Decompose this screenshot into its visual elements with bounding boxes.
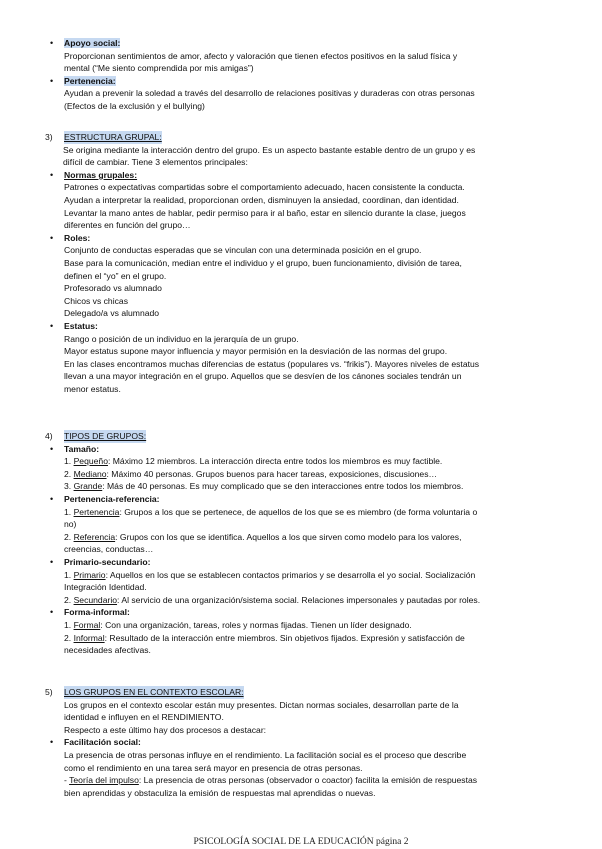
text-line: Chicos vs chicas bbox=[64, 295, 128, 306]
term-teoria-del-impulso: Teoría del impulso bbox=[69, 775, 139, 786]
bullet-icon: • bbox=[50, 493, 54, 504]
heading-roles: Roles: bbox=[64, 232, 91, 243]
section-estructura-grupal bbox=[0, 131, 602, 395]
section-tipos-de-grupos bbox=[0, 430, 602, 657]
text-line: Patrones o expectativas compartidas sobre el comportamiento adecuado, hacen consistente la conducta. bbox=[64, 182, 465, 193]
text-line: Se origina mediante la interacción dentro del grupo. Es un aspecto bastante estable dentro de un grupo y es bbox=[63, 144, 476, 155]
page-footer: PSICOLOGÍA SOCIAL DE LA EDUCACIÓN página 2 bbox=[193, 837, 409, 847]
text-line: necesidades afectivas. bbox=[64, 645, 151, 656]
text-line: no) bbox=[64, 519, 77, 530]
text-line: diferentes en función del grupo… bbox=[64, 220, 191, 231]
text-line: mental (“Me siento comprendida por mis amigas”) bbox=[64, 63, 254, 74]
term-grande: Grande bbox=[73, 481, 103, 492]
heading-tamano: Tamaño: bbox=[64, 443, 100, 454]
bullet-icon: • bbox=[50, 737, 54, 748]
heading-normas-grupales: Normas grupales: bbox=[64, 169, 138, 180]
text-line: Mayor estatus supone mayor influencia y mayor permisión en la desviación de las normas del grupo. bbox=[64, 346, 448, 357]
bullet-icon: • bbox=[50, 443, 54, 454]
text-line: llevan a una mayor integración en el grupo. Aquellos que se desvíen de los cánones sociales tendrán un bbox=[64, 371, 462, 382]
section-title: TIPOS DE GRUPOS: bbox=[64, 431, 147, 441]
bullet-icon: • bbox=[50, 75, 54, 86]
term-primario: Primario bbox=[73, 569, 106, 580]
section-grupos-contexto-escolar bbox=[0, 686, 602, 799]
bullet-icon: • bbox=[50, 38, 54, 48]
text-line: Levantar la mano antes de hablar, pedir permiso para ir al baño, estar en silencio durante la clase, juegos bbox=[64, 207, 466, 218]
text-line: Los grupos en el contexto escolar están muy presentes. Dictan normas sociales, desarrollan parte de la bbox=[64, 699, 459, 710]
text-line: Ayudan a prevenir la soledad a través del desarrollo de relaciones positivas y duraderas con otras personas bbox=[64, 88, 475, 99]
heading-estatus: Estatus: bbox=[64, 320, 98, 331]
term-informal: Informal bbox=[73, 632, 105, 643]
heading-apoyo-social: Apoyo social: bbox=[64, 38, 121, 48]
heading-forma-informal: Forma-informal: bbox=[64, 607, 130, 618]
text-line: creencias, conductas… bbox=[64, 544, 154, 555]
term-formal: Formal bbox=[73, 619, 101, 630]
list-item: 3. Grande: Más de 40 personas. Es muy complicado que se den interacciones entre todos los miembros. bbox=[64, 481, 464, 492]
heading-facilitacion-social: Facilitación social: bbox=[64, 737, 141, 748]
list-item: 2. Referencia: Grupos con los que se identifica. Aquellos a los que sirven como modelo para los valores, bbox=[64, 531, 462, 542]
text-line: Delegado/a vs alumnado bbox=[64, 308, 160, 319]
text-line: Base para la comunicación, median entre el individuo y el grupo, buen funcionamiento, división de tarea, bbox=[64, 257, 462, 268]
term-referencia: Referencia bbox=[73, 531, 116, 542]
text-line: Ayudan a interpretar la realidad, proporcionan orden, disminuyen la ansiedad, coordinan, dan identidad. bbox=[64, 194, 459, 205]
heading-primario-secundario: Primario-secundario: bbox=[64, 556, 151, 567]
list-item: 1. Pequeño: Máximo 12 miembros. La interacción directa entre todos los miembros es muy factible. bbox=[64, 456, 443, 467]
heading-pertenencia-referencia: Pertenencia-referencia: bbox=[64, 493, 160, 504]
block-apoyo-pertenencia bbox=[0, 37, 602, 113]
list-item: 2. Mediano: Máximo 40 personas. Grupos buenos para hacer tareas, exposiciones, discusiones… bbox=[64, 468, 438, 479]
text-line: bien aprendidas y obstaculiza la emisión de respuestas mal aprendidas o nuevas. bbox=[64, 787, 376, 798]
term-secundario: Secundario bbox=[73, 594, 118, 605]
text-line: difícil de cambiar. Tiene 3 elementos principales: bbox=[63, 157, 248, 168]
list-item: 2. Secundario: Al servicio de una organización/sistema social. Relaciones impersonales y pautadas por roles. bbox=[64, 594, 481, 605]
list-item: 1. Pertenencia: Grupos a los que se pertenece, de aquellos de los que se es miembro (de forma voluntaria o bbox=[64, 506, 478, 517]
bullet-icon: • bbox=[50, 232, 54, 243]
bullet-icon: • bbox=[50, 607, 54, 618]
heading-pertenencia: Pertenencia: bbox=[64, 75, 116, 86]
text-line: identidad e influyen en el RENDIMIENTO. bbox=[64, 712, 224, 723]
text-line: Integración Identidad. bbox=[64, 582, 147, 593]
text-line: (Efectos de la exclusión y el bullying) bbox=[64, 100, 205, 111]
bullet-icon: • bbox=[50, 320, 54, 331]
list-item: 1. Primario: Aquellos en los que se establecen contactos primarios y se desarrolla el yo social. Socialización bbox=[64, 569, 476, 580]
bullet-icon: • bbox=[50, 169, 54, 180]
list-item: 2. Informal: Resultado de la interacción entre miembros. Sin objetivos fijados. Expresión y satisfacción de bbox=[64, 632, 465, 643]
section-title: LOS GRUPOS EN EL CONTEXTO ESCOLAR: bbox=[64, 687, 244, 697]
section-title: ESTRUCTURA GRUPAL: bbox=[64, 132, 162, 142]
text-line: En las clases encontramos muchas diferencias de estatus (populares vs. “frikis”). Mayores niveles de estatus bbox=[64, 358, 480, 369]
bullet-icon: • bbox=[50, 556, 54, 567]
section-number: 5) bbox=[45, 687, 53, 697]
text-line: como el rendimiento en una tarea será mayor en presencia de otras personas. bbox=[64, 762, 363, 773]
text-line: definen el “yo” en el grupo. bbox=[64, 270, 167, 281]
section-number: 3) bbox=[45, 132, 53, 142]
list-item: 1. Formal: Con una organización, tareas, roles y normas fijadas. Tienen un líder designado. bbox=[64, 619, 412, 630]
text-line: menor estatus. bbox=[64, 383, 121, 394]
text-line: Profesorado vs alumnado bbox=[64, 283, 162, 294]
text-line: Respecto a este último hay dos procesos a destacar: bbox=[64, 724, 267, 735]
text-line: La presencia de otras personas influye en el rendimiento. La facilitación social es el proceso que describe bbox=[64, 749, 467, 760]
term-pequeno: Pequeño bbox=[73, 456, 108, 467]
list-item: - Teoría del impulso: La presencia de otras personas (observador o coactor) facilita la emisión de respuestas bbox=[64, 775, 478, 786]
text-line: Proporcionan sentimientos de amor, afecto y valoración que tienen efectos positivos en la salud física y bbox=[64, 50, 458, 61]
section-number: 4) bbox=[45, 431, 53, 441]
term-pertenencia: Pertenencia bbox=[73, 506, 120, 517]
text-line: Rango o posición de un individuo en la jerarquía de un grupo. bbox=[64, 333, 299, 344]
text-line: Conjunto de conductas esperadas que se vinculan con una determinada posición en el grupo. bbox=[64, 245, 422, 256]
term-mediano: Mediano bbox=[73, 468, 107, 479]
